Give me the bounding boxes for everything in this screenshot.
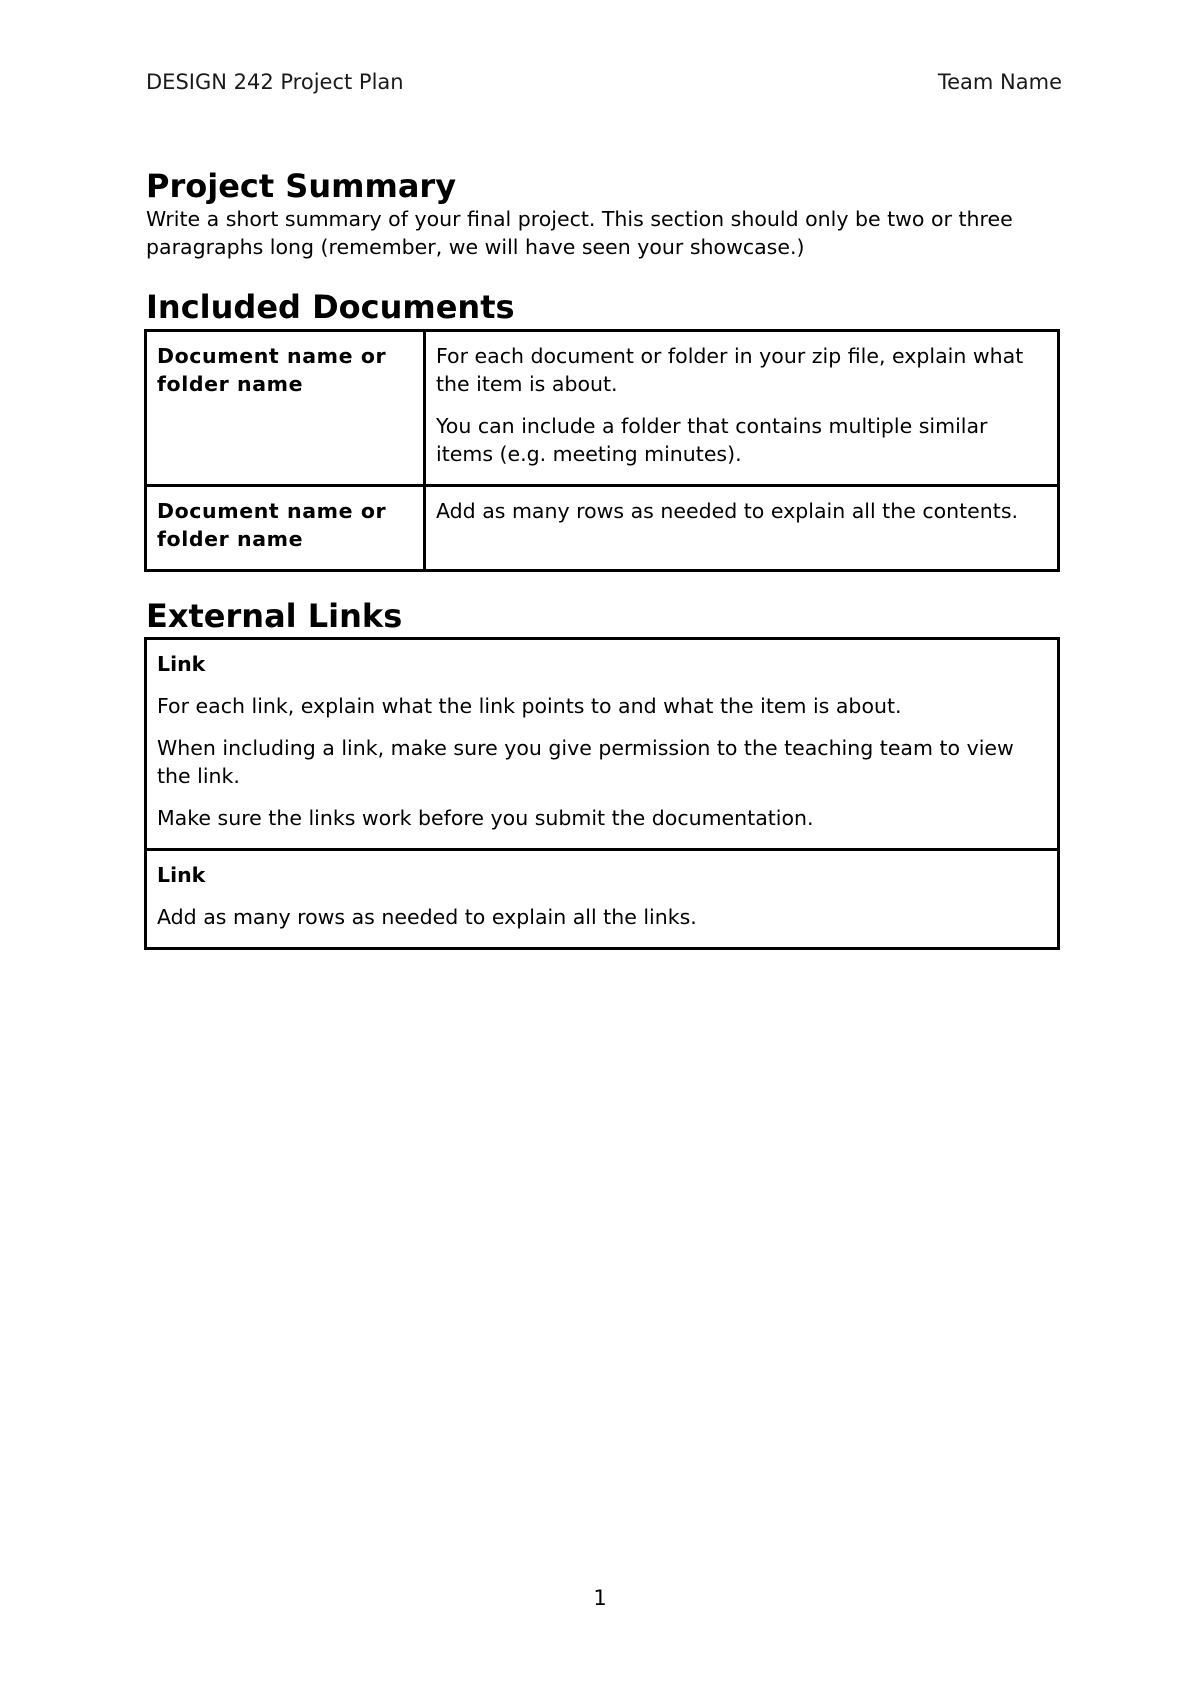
- page-number: 1: [593, 1586, 607, 1610]
- external-links-heading: External Links: [146, 596, 403, 635]
- document-body: [146, 168, 1060, 950]
- table-row: [146, 330, 1059, 485]
- document-name-cell: Document name or folder name: [146, 485, 425, 570]
- link-description-text: For each link, explain what the link points to and what the item is about.: [157, 694, 902, 719]
- project-summary-text: Write a short summary of your final project. This section should only be two or three paragraphs long (remember, we will have seen your showcase.): [146, 206, 1013, 259]
- project-summary-heading: Project Summary: [146, 167, 457, 205]
- document-description-cell: [425, 330, 1059, 485]
- link-description-text: Add as many rows as needed to explain all the links.: [157, 905, 697, 930]
- link-label: Link: [157, 652, 206, 677]
- table-row: [146, 485, 1059, 570]
- link-label: Link: [157, 863, 206, 888]
- link-cell: [146, 639, 1059, 850]
- document-description-cell: [425, 485, 1059, 570]
- included-documents-table: [144, 329, 1060, 572]
- included-documents-heading: Included Documents: [146, 287, 515, 326]
- document-description-text: Add as many rows as needed to explain all the contents.: [436, 498, 1019, 523]
- document-name-cell: Document name or folder name: [146, 330, 425, 485]
- header-team-name: Team Name: [937, 70, 1062, 94]
- document-description-text: For each document or folder in your zip file, explain what the item is about.: [436, 343, 1024, 396]
- table-row: [146, 639, 1059, 850]
- link-description-text: When including a link, make sure you give permission to the teaching team to view the link.: [157, 736, 1014, 789]
- link-cell: [146, 850, 1059, 949]
- document-description-text: You can include a folder that contains multiple similar items (e.g. meeting minutes).: [436, 413, 988, 466]
- header-course-title: DESIGN 242 Project Plan: [146, 70, 404, 94]
- external-links-table: [144, 637, 1060, 950]
- table-row: [146, 850, 1059, 949]
- link-description-text: Make sure the links work before you submit the documentation.: [157, 806, 814, 831]
